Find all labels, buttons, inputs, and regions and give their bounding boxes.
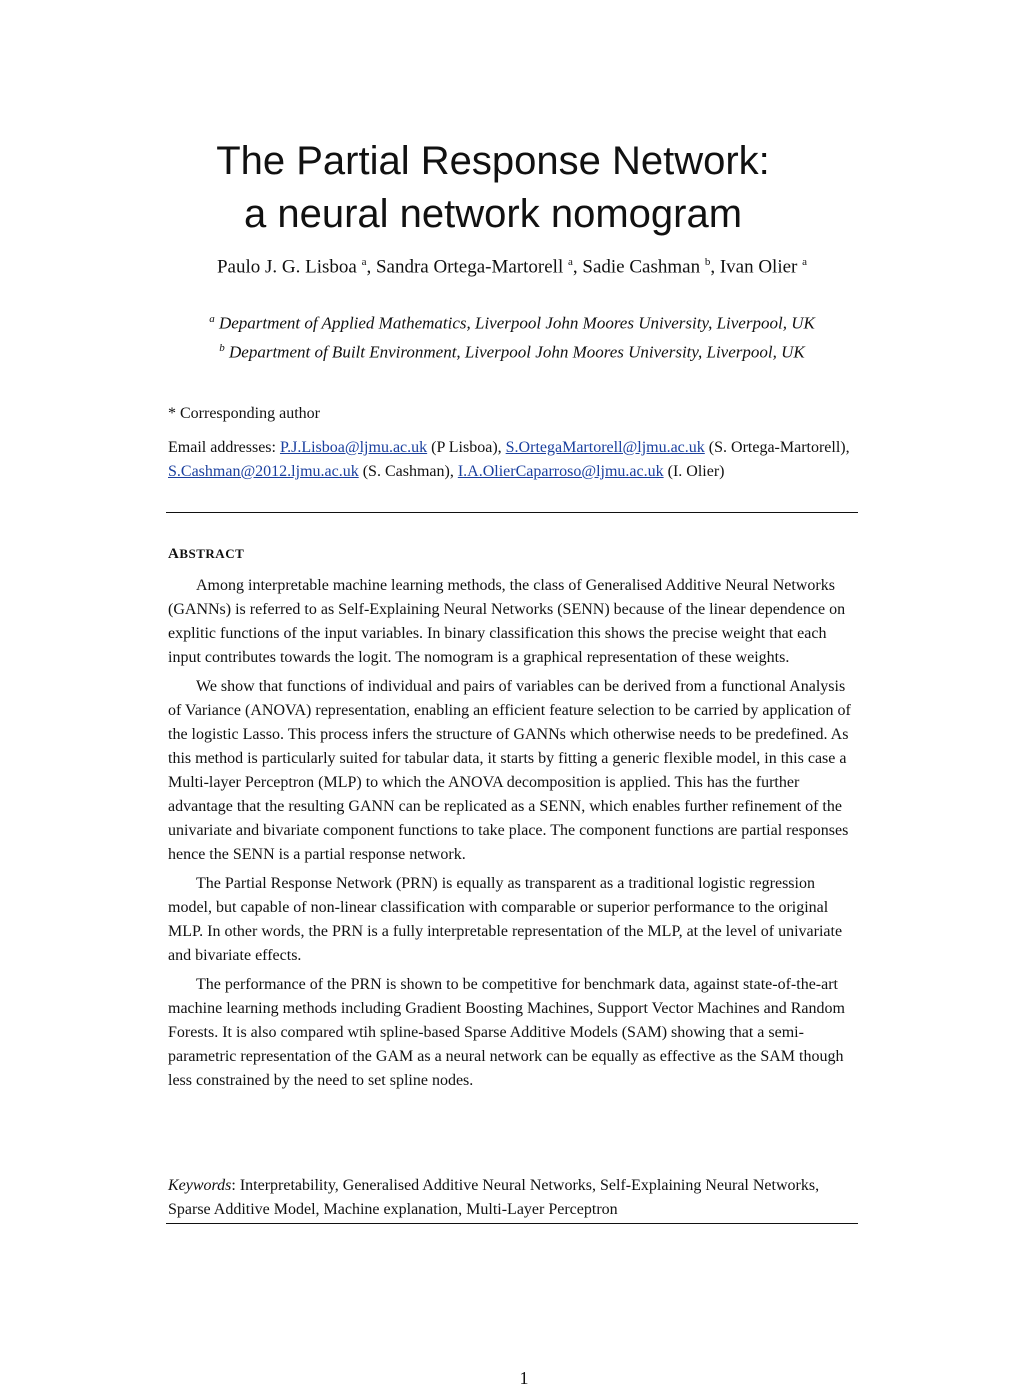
- abstract-heading: [168, 546, 244, 563]
- page-number: 1: [519, 1368, 529, 1388]
- email-addresses: [168, 436, 868, 484]
- section-divider: [166, 1223, 858, 1224]
- author-name: Ivan Olier: [719, 256, 798, 278]
- email-link[interactable]: S.Cashman@2012.ljmu.ac.uk: [168, 463, 359, 480]
- author-name: Paulo J. G. Lisboa: [216, 256, 357, 278]
- author-affiliation-mark: b: [704, 256, 711, 268]
- email-owner: (S. Ortega-Martorell),: [708, 439, 850, 456]
- author-affiliation-mark: a: [361, 256, 367, 268]
- abstract-heading-initial: A: [168, 546, 180, 562]
- affiliation: [0, 337, 1024, 364]
- author-affiliation-mark: a: [802, 256, 808, 268]
- paper-title-line-2: a neural network nomogram: [243, 192, 743, 236]
- affiliation-mark: a: [209, 313, 215, 325]
- abstract-paragraph: We show that functions of individual and pairs of variables can be derived from a functional Analysis of Variance (ANOVA) representation, enabling an efficient feature selection to be carried by application of the logistic Lasso. This process infers the structure of GANNs which otherwise needs to be predefined. As this method is particularly suited for tabular data, it starts by fitting a generic flexible model, in this case a Multi-layer Perceptron (MLP) to which the ANOVA decomposition is applied. This has the further advantage that the resulting GANN can be replicated as a SENN, which enables further refinement of the univariate and bivariate component functions to take place. The component functions are partial responses hence the SENN is a partial response network.: [168, 678, 851, 863]
- author-affiliation-mark: a: [568, 256, 573, 268]
- email-owner: (P Lisboa),: [431, 439, 502, 456]
- paper-title-line-1: The Partial Response Network:: [216, 139, 770, 183]
- abstract-heading-rest: BSTRACT: [179, 546, 245, 561]
- email-link[interactable]: I.A.OlierCaparroso@ljmu.ac.uk: [457, 463, 664, 480]
- affiliation-mark: b: [219, 342, 225, 354]
- abstract-body: [168, 574, 860, 1093]
- affiliation-text: Department of Built Environment, Liverpool John Moores University, Liverpool, UK: [229, 342, 805, 362]
- keywords-label: Keywords: [168, 1177, 232, 1194]
- author-list: Paulo J. G. Lisboa $^a$, Sandra Ortega-Martorell $^a$, Sadie Cashman $^b$, Ivan Olier $^a$: [216, 256, 808, 278]
- email-owner: (S. Cashman),: [362, 463, 454, 480]
- section-divider: [166, 512, 858, 513]
- keywords-text: : Interpretability, Generalised Additive Neural Networks, Self-Explaining Neural Networks, Sparse Additive Model, Machine explanation, Multi-Layer Perceptron: [168, 1177, 820, 1218]
- abstract-paragraph: The Partial Response Network (PRN) is equally as transparent as a traditional logistic regression model, but capable of non-linear classification with comparable or superior performance to the original MLP. In other words, the PRN is a fully interpretable representation of the MLP, at the level of univariate and bivariate effects.: [168, 875, 843, 964]
- email-link[interactable]: P.J.Lisboa@ljmu.ac.uk: [279, 439, 428, 456]
- keywords: [168, 1174, 860, 1222]
- email-owner: (I. Olier): [667, 463, 725, 480]
- author-name: Sadie Cashman: [582, 256, 701, 278]
- affiliation-text: Department of Applied Mathematics, Liverpool John Moores University, Liverpool, UK: [218, 313, 815, 333]
- abstract-paragraph: The performance of the PRN is shown to be competitive for benchmark data, against state-of-the-art machine learning methods including Gradient Boosting Machines, Support Vector Machines and Random Forests. It is also compared wtih spline-based Sparse Additive Models (SAM) showing that a semi-parametric representation of the GAM as a neural network can be equally as effective as the SAM though less constrained by the need to set spline nodes.: [168, 976, 845, 1089]
- abstract-paragraph: Among interpretable machine learning methods, the class of Generalised Additive Neural Networks (GANNs) is referred to as Self-Explaining Neural Networks (SENN) because of the linear dependence on explitic functions of the input variables. In binary classification this shows the precise weight that each input contributes towards the logit. The nomogram is a graphical representation of these weights.: [168, 577, 846, 666]
- corresponding-author-note: * Corresponding author: [168, 405, 320, 422]
- affiliation: [0, 308, 1024, 335]
- email-label: Email addresses:: [168, 439, 276, 456]
- email-link[interactable]: S.OrtegaMartorell@ljmu.ac.uk: [505, 439, 705, 456]
- author-name: Sandra Ortega-Martorell: [375, 256, 564, 278]
